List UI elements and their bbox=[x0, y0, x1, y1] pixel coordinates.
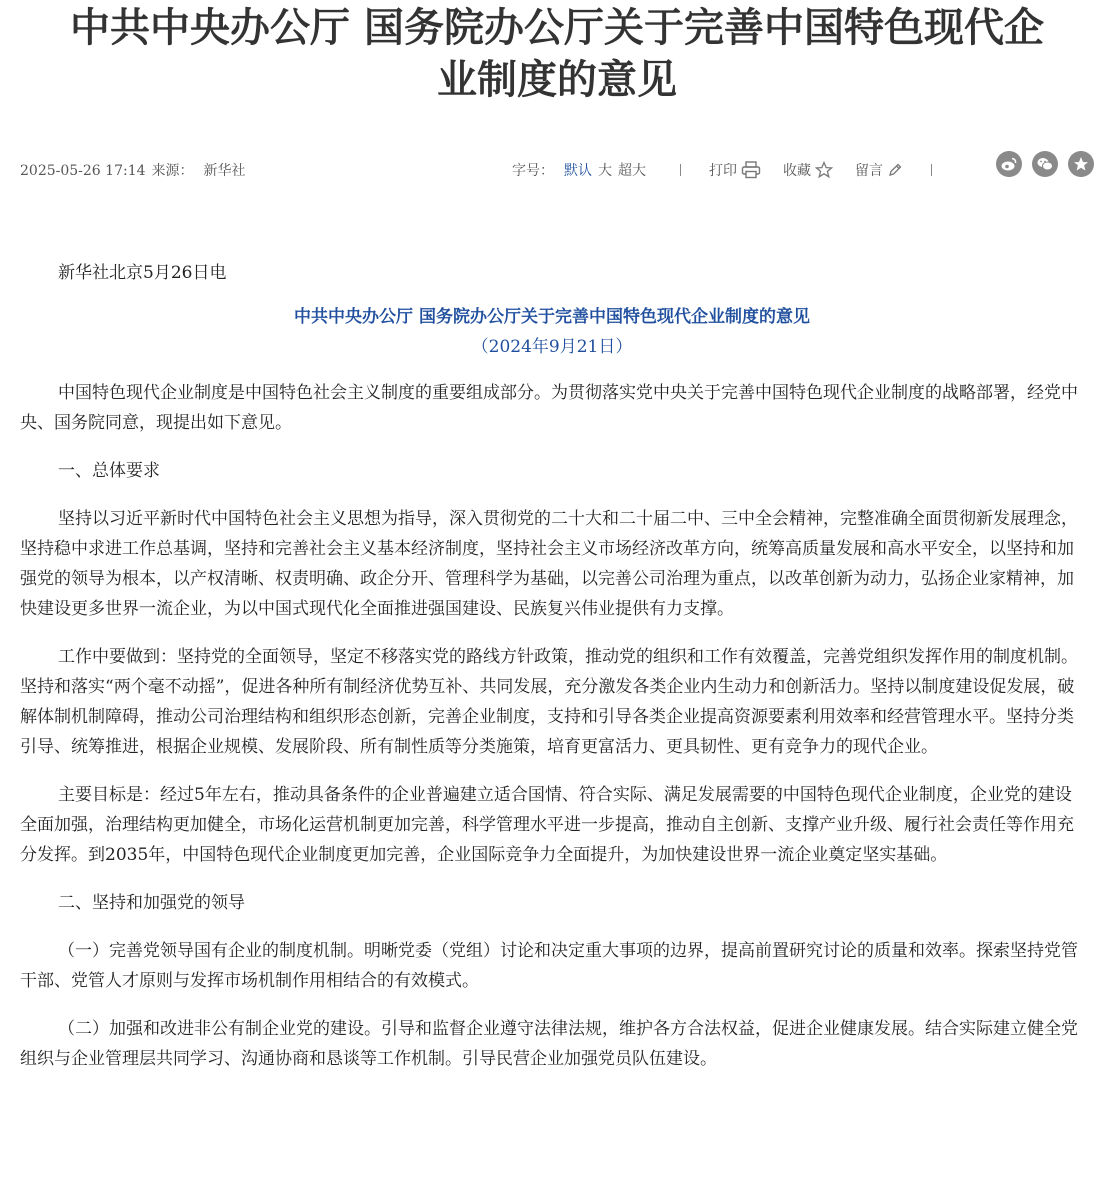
weibo-icon[interactable] bbox=[996, 151, 1022, 177]
document-date: （2024年9月21日） bbox=[471, 337, 633, 357]
toolbar-divider-2 bbox=[931, 164, 932, 176]
dateline: 新华社北京5月26日电 bbox=[58, 263, 227, 283]
print-label: 打印 bbox=[709, 163, 737, 179]
favorite-button[interactable] bbox=[783, 160, 833, 180]
toolbar-divider bbox=[680, 164, 681, 176]
favorite-star-icon[interactable] bbox=[1068, 151, 1094, 177]
paragraph-intro: 中国特色现代企业制度是中国特色社会主义制度的重要组成部分。为贯彻落实党中央关于完善中国特色现代企业制度的战略部署，经党中央、国务院同意，现提出如下意见。 bbox=[20, 383, 1078, 433]
pencil-icon bbox=[887, 162, 903, 178]
wechat-icon[interactable] bbox=[1032, 151, 1058, 177]
printer-icon bbox=[741, 161, 761, 179]
star-outline-icon bbox=[815, 161, 833, 179]
favorite-label: 收藏 bbox=[783, 163, 811, 179]
comment-button[interactable] bbox=[855, 160, 903, 180]
paragraph-work-requirements: 工作中要做到：坚持党的全面领导，坚定不移落实党的路线方针政策，推动党的组织和工作有效覆盖，完善党组织发挥作用的制度机制。坚持和落实“两个毫不动摇”，促进各种所有制经济优势互补、共同发展，充分激发各类企业内生动力和创新活力。坚持以制度建设促发展，破解体制机制障碍，推动公司治理结构和组织形态创新，完善企业制度，支持和引导各类企业提高资源要素利用效率和经营管理水平。坚持分类引导、统筹推进，根据企业规模、发展阶段、所有制性质等分类施策，培育更富活力、更具韧性、更有竞争力的现代企业。 bbox=[20, 647, 1078, 757]
font-size-label: 字号： bbox=[512, 163, 554, 179]
font-size-large-option[interactable]: 大 bbox=[598, 163, 612, 179]
section-heading-2: 二、坚持和加强党的领导 bbox=[58, 893, 245, 913]
article-toolbar bbox=[512, 158, 960, 182]
comment-label: 留言 bbox=[855, 163, 883, 179]
article-title-line-2: 业制度的意见 bbox=[437, 57, 677, 103]
article-info bbox=[20, 160, 252, 180]
paragraph-main-goals: 主要目标是：经过5年左右，推动具备条件的企业普遍建立适合国情、符合实际、满足发展需要的中国特色现代企业制度，企业党的建设全面加强，治理结构更加健全，市场化运营机制更加完善，科学管理水平进一步提高，推动自主创新、支撑产业升级、履行社会责任等作用充分发挥。到2035年，中国特色现代企业制度更加完善，企业国际竞争力全面提升，为加快建设世界一流企业奠定坚实基础。 bbox=[20, 785, 1074, 865]
print-button[interactable] bbox=[709, 160, 761, 180]
article-title-line-1: 中共中央办公厅 国务院办公厅关于完善中国特色现代企 bbox=[70, 5, 1044, 51]
article-meta-bar bbox=[20, 158, 1094, 182]
section-heading-1: 一、总体要求 bbox=[58, 461, 160, 481]
font-size-xlarge-option[interactable]: 超大 bbox=[618, 163, 646, 179]
font-size-default-option[interactable]: 默认 bbox=[564, 163, 592, 179]
publish-datetime: 2025-05-26 17:14 bbox=[20, 163, 146, 179]
article-title bbox=[0, 2, 1114, 106]
document-title: 中共中央办公厅 国务院办公厅关于完善中国特色现代企业制度的意见 bbox=[294, 307, 810, 327]
paragraph-item-2: （二）加强和改进非公有制企业党的建设。引导和监督企业遵守法律法规，维护各方合法权益，促进企业健康发展。结合实际建立健全党组织与企业管理层共同学习、沟通协商和恳谈等工作机制。引导民营企业加强党员队伍建设。 bbox=[20, 1019, 1078, 1069]
source-name: 新华社 bbox=[203, 163, 246, 179]
source-label: 来源： bbox=[151, 163, 194, 179]
share-icons bbox=[996, 151, 1094, 177]
paragraph-guiding-principles: 坚持以习近平新时代中国特色社会主义思想为指导，深入贯彻党的二十大和二十届二中、三中全会精神，完整准确全面贯彻新发展理念，坚持稳中求进工作总基调，坚持和完善社会主义基本经济制度，坚持社会主义市场经济改革方向，统筹高质量发展和高水平安全，以坚持和加强党的领导为根本，以产权清晰、权责明确、政企分开、管理科学为基础，以完善公司治理为重点，以改革创新为动力，弘扬企业家精神，加快建设更多世界一流企业，为以中国式现代化全面推进强国建设、民族复兴伟业提供有力支撑。 bbox=[20, 509, 1078, 619]
article-body bbox=[20, 258, 1084, 1092]
paragraph-item-1: （一）完善党领导国有企业的制度机制。明晰党委（党组）讨论和决定重大事项的边界，提高前置研究讨论的质量和效率。探索坚持党管干部、党管人才原则与发挥市场机制作用相结合的有效模式。 bbox=[20, 941, 1078, 991]
